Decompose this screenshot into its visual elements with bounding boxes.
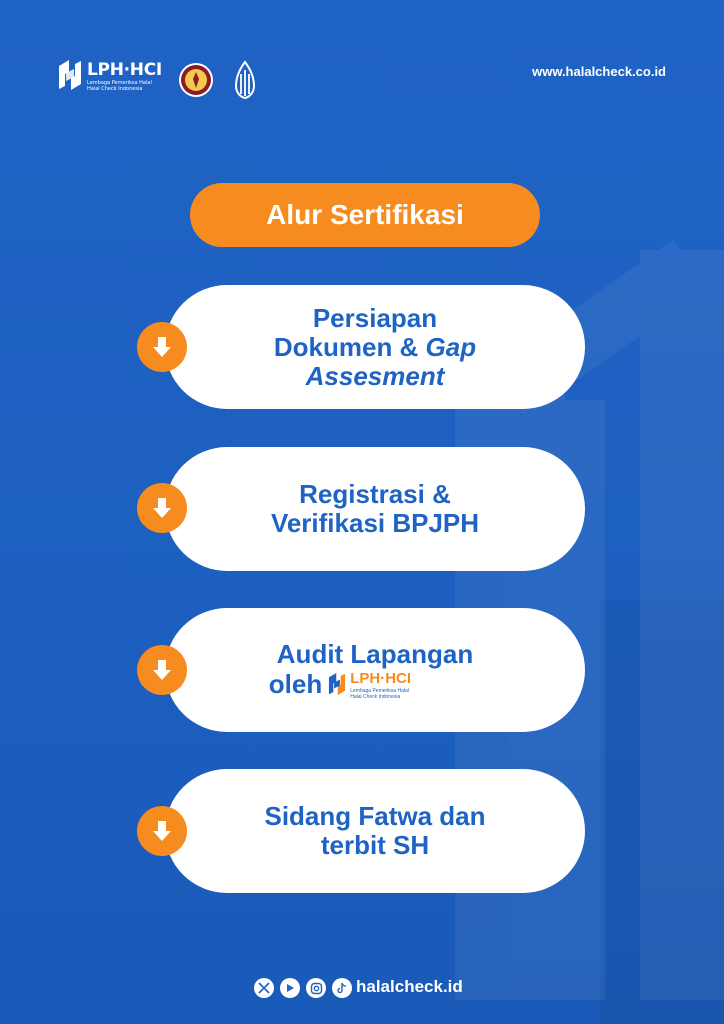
- step-1-text: [274, 304, 476, 391]
- x-icon[interactable]: [254, 978, 274, 998]
- step-card-3: [165, 608, 585, 732]
- arrow-down-glyph: [149, 818, 175, 844]
- step-2-line-1: Registrasi &: [299, 479, 451, 509]
- step-4-line-1: Sidang Fatwa dan: [264, 801, 486, 831]
- inline-logo-sub-line-1: Lembaga Pemeriksa Halal: [350, 687, 409, 694]
- step-card-1: [165, 285, 585, 409]
- step-card-4: [165, 769, 585, 893]
- inline-logo-icon: [326, 671, 348, 697]
- step-4-line-2: terbit SH: [320, 830, 430, 860]
- arrow-down-icon: [137, 645, 187, 695]
- header: [0, 0, 724, 120]
- step-3-line-2-text: oleh: [268, 669, 323, 699]
- step-3-line-2: [217, 669, 473, 701]
- social-handle[interactable]: halalcheck.id: [356, 977, 463, 996]
- step-2-line-2: Verifikasi BPJPH: [270, 508, 480, 538]
- arrow-down-glyph: [149, 495, 175, 521]
- step-1-line-3-italic: Assesment: [305, 360, 445, 391]
- logo-subtitle: [87, 80, 177, 92]
- page-title: Alur Sertifikasi: [266, 199, 464, 230]
- step-1-line-2-prefix: Dokumen &: [273, 331, 426, 362]
- halal-indonesia-icon: [230, 60, 260, 100]
- arrow-down-icon: [137, 806, 187, 856]
- title-pill: [190, 183, 540, 247]
- arrow-down-icon: [137, 322, 187, 372]
- lph-hci-logo: [55, 58, 175, 100]
- youtube-icon[interactable]: [280, 978, 300, 998]
- step-2-text: [271, 480, 479, 538]
- instagram-icon[interactable]: [306, 978, 326, 998]
- lph-hci-logo-icon: [55, 58, 85, 92]
- step-3-text: [268, 638, 474, 701]
- arrow-down-glyph: [149, 334, 175, 360]
- youtube-glyph: [284, 982, 296, 994]
- logo-subtitle-line-2: Halal Check Indonesia: [87, 86, 143, 92]
- step-1-line-3: [274, 362, 476, 391]
- step-card-2: [165, 447, 585, 571]
- footer: [0, 970, 724, 1010]
- kemenag-emblem-icon: [178, 62, 214, 98]
- logo-subtitle-line-1: Lembaga Pemeriksa Halal: [87, 80, 152, 86]
- inline-lph-hci-logo: [326, 669, 421, 701]
- arrow-down-glyph: [149, 657, 175, 683]
- logo-text: LPH·HCI: [87, 60, 162, 80]
- inline-logo-sub-line-2: Halal Check Indonesia: [350, 693, 401, 700]
- tiktok-icon[interactable]: [332, 978, 352, 998]
- x-glyph: [258, 982, 270, 994]
- tiktok-glyph: [336, 982, 348, 994]
- arrow-down-icon: [137, 483, 187, 533]
- step-1-line-2: [274, 333, 476, 362]
- step-1-line-1: Persiapan: [312, 302, 438, 333]
- step-1-line-2-italic: Gap: [425, 331, 477, 362]
- inline-logo-text: LPH·HCI: [350, 669, 412, 687]
- step-4-text: [264, 802, 485, 860]
- step-3-line-1: Audit Lapangan: [276, 638, 474, 669]
- website-url[interactable]: www.halalcheck.co.id: [532, 64, 666, 79]
- instagram-glyph: [310, 982, 323, 995]
- inline-logo-sub: [350, 688, 420, 700]
